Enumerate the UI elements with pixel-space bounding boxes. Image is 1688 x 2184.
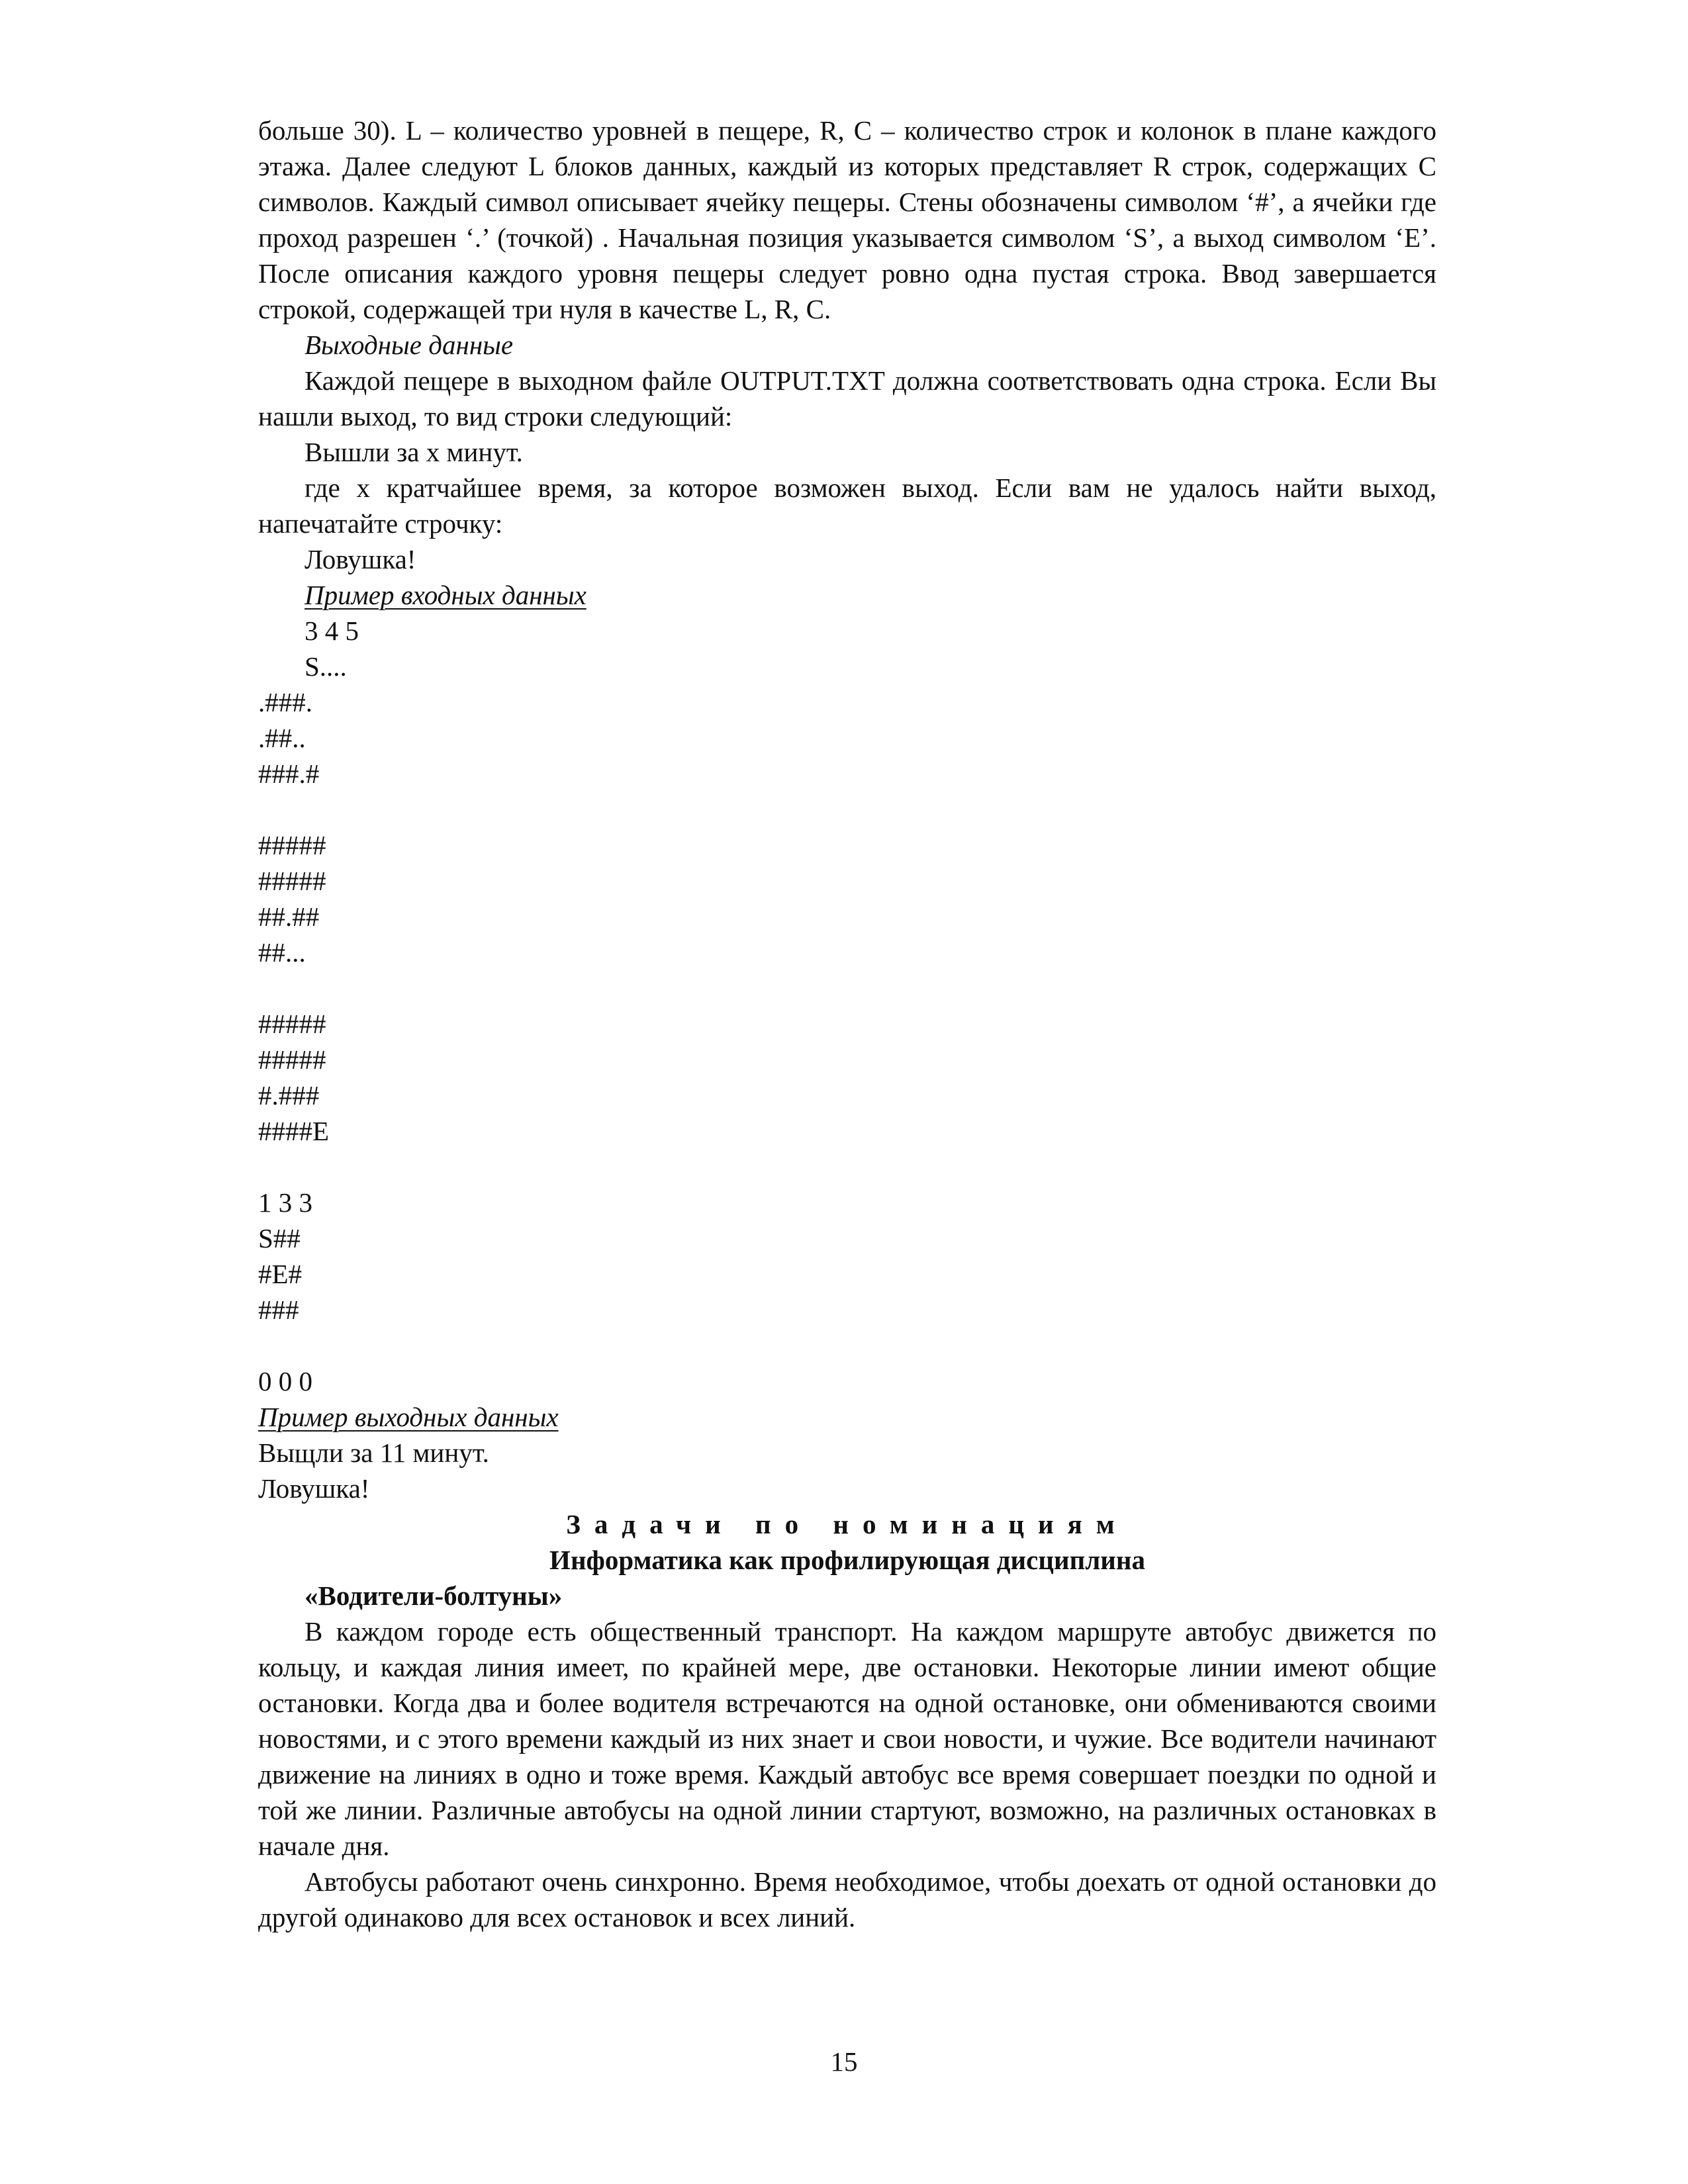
blank-line — [258, 792, 1436, 827]
section-title: Задачи по номинациям — [566, 1509, 1129, 1539]
input-row: .###. — [258, 687, 312, 717]
input-row: ##.## — [258, 901, 320, 932]
input-row: ### — [258, 1295, 299, 1325]
section-subtitle: Информатика как профилирующая дисциплина — [549, 1545, 1145, 1575]
problem-paragraph-2: Автобусы работают очень синхронно. Время необходимое, чтобы доехать от одной остановки до другой одинаково для всех остановок и всех линий. — [258, 1866, 1436, 1933]
output-heading: Выходные данные — [305, 330, 514, 360]
blank-line — [258, 1328, 1436, 1363]
input-row: ##### — [258, 830, 326, 860]
output-example-line: Ловушка! — [258, 1473, 370, 1504]
output-example-heading: Пример выходных данных — [258, 1402, 559, 1432]
input-example-heading: Пример входных данных — [305, 580, 586, 610]
input-row: ##### — [258, 866, 326, 896]
input-row: .##.. — [258, 723, 306, 753]
text-column — [258, 113, 1436, 1935]
input-row: #.### — [258, 1080, 320, 1111]
input-first-line: 3 4 5 — [305, 615, 359, 646]
input-row: #E# — [258, 1259, 303, 1289]
input-row: ####E — [258, 1116, 330, 1146]
output-line-trap: Ловушка! — [305, 544, 416, 574]
problem-paragraph-1: В каждом городе есть общественный транспорт. На каждом маршруте автобус движется по кольцу, и каждая линия имеет, по крайней мере, две остановки. Некоторые линии имеют общие остановки. Когда два и более водителя встречаются на одной остановке, они обмениваются своими новостями, и с этого времени каждый из них знает и свои новости, и чужие. Все водители начинают движение на линиях в одно и тоже время. Каждый автобус все время совершает поездки по одной и той же линии. Различные автобусы на одной линии стартуют, возможно, на различных остановках в начале дня. — [258, 1616, 1436, 1861]
input-level1-first-row: S.... — [305, 651, 347, 682]
input-row: ###.# — [258, 758, 320, 789]
output-line-found: Вышли за x минут. — [305, 437, 523, 467]
input-terminator: 0 0 0 — [258, 1366, 312, 1396]
output-description: Каждой пещере в выходном файле OUTPUT.TXT должна соответствовать одна строка. Если Вы нашли выход, то вид строки следующий: — [258, 365, 1436, 432]
output-description-2: где x кратчайшее время, за которое возможен выход. Если вам не удалось найти выход, напечатайте строчку: — [258, 473, 1436, 539]
problem-title: «Водители-болтуны» — [305, 1580, 563, 1611]
input-format-paragraph: больше 30). L – количество уровней в пещере, R, C – количество строк и колонок в плане каждого этажа. Далее следуют L блоков данных, каждый из которых представляет R строк, содержащих C символов. Каждый символ описывает ячейку пещеры. Стены обозначены символом ‘#’, а ячейки где проход разрешен ‘.’ (точкой) . Начальная позиция указывается символом ‘S’, а выход символом ‘E’. После описания каждого уровня пещеры следует ровно одна пустая строка. Ввод завершается строкой, содержащей три нуля в качестве L, R, C. — [258, 115, 1436, 324]
blank-line — [258, 1149, 1436, 1185]
input-row: 1 3 3 — [258, 1187, 312, 1218]
input-row: ##### — [258, 1044, 326, 1075]
input-row: ##### — [258, 1009, 326, 1039]
blank-line — [258, 970, 1436, 1006]
output-example-line: Выщли за 11 минут. — [258, 1437, 489, 1468]
page-number: 15 — [830, 2046, 858, 2077]
input-row: S## — [258, 1223, 301, 1253]
input-row: ##... — [258, 937, 306, 968]
